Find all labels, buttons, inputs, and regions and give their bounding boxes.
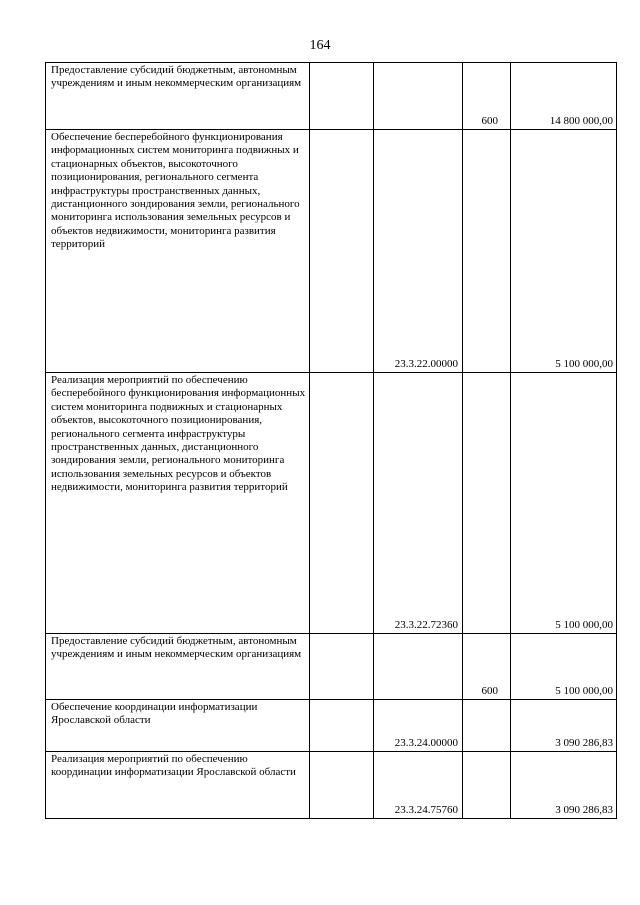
- row-expense-type: [463, 373, 511, 634]
- row-target-code: 23.3.22.72360: [374, 373, 463, 634]
- table-row: [46, 634, 617, 700]
- row-blank-cell: [310, 700, 374, 752]
- row-target-code: 23.3.22.00000: [374, 130, 463, 373]
- table-row: [46, 700, 617, 752]
- row-sum: 5 100 000,00: [511, 373, 617, 634]
- table-row: [46, 130, 617, 373]
- row-sum: 14 800 000,00: [511, 63, 617, 130]
- row-sum: 5 100 000,00: [511, 130, 617, 373]
- row-expense-type: [463, 700, 511, 752]
- table-row: [46, 63, 617, 130]
- row-blank-cell: [310, 130, 374, 373]
- row-expense-type: 600: [463, 634, 511, 700]
- row-name: Предоставление субсидий бюджетным, автономным учреждениям и иным некоммерческим организациям: [46, 634, 310, 700]
- table-row: [46, 373, 617, 634]
- row-name: Реализация мероприятий по обеспечению координации информатизации Ярославской области: [46, 752, 310, 819]
- row-sum: 3 090 286,83: [511, 700, 617, 752]
- row-name: Обеспечение бесперебойного функционирования информационных систем мониторинга подвижных и стационарных объектов, высокоточного позиционирования, регионального сегмента инфраструктуры пространственных данных, дистанционного зондирования земли, регионального мониторинга использования земельных ресурсов и объектов недвижимости, мониторинга развития территорий: [46, 130, 310, 373]
- row-expense-type: [463, 752, 511, 819]
- row-name: Обеспечение координации информатизации Ярославской области: [46, 700, 310, 752]
- row-target-code: [374, 63, 463, 130]
- row-sum: 3 090 286,83: [511, 752, 617, 819]
- row-blank-cell: [310, 634, 374, 700]
- row-name: Предоставление субсидий бюджетным, автономным учреждениям и иным некоммерческим организациям: [46, 63, 310, 130]
- row-expense-type: [463, 130, 511, 373]
- row-target-code: 23.3.24.00000: [374, 700, 463, 752]
- row-expense-type: 600: [463, 63, 511, 130]
- row-blank-cell: [310, 63, 374, 130]
- row-name: Реализация мероприятий по обеспечению бесперебойного функционирования информационных систем мониторинга подвижных и стационарных объектов, высокоточного позиционирования, регионального сегмента инфраструктуры пространственных данных, дистанционного зондирования земли, регионального мониторинга использования земельных ресурсов и объектов недвижимости, мониторинга развития территорий: [46, 373, 310, 634]
- table-row: [46, 752, 617, 819]
- row-blank-cell: [310, 752, 374, 819]
- row-sum: 5 100 000,00: [511, 634, 617, 700]
- page-number: 164: [309, 38, 331, 53]
- budget-table: [45, 62, 617, 819]
- row-blank-cell: [310, 373, 374, 634]
- row-target-code: 23.3.24.75760: [374, 752, 463, 819]
- row-target-code: [374, 634, 463, 700]
